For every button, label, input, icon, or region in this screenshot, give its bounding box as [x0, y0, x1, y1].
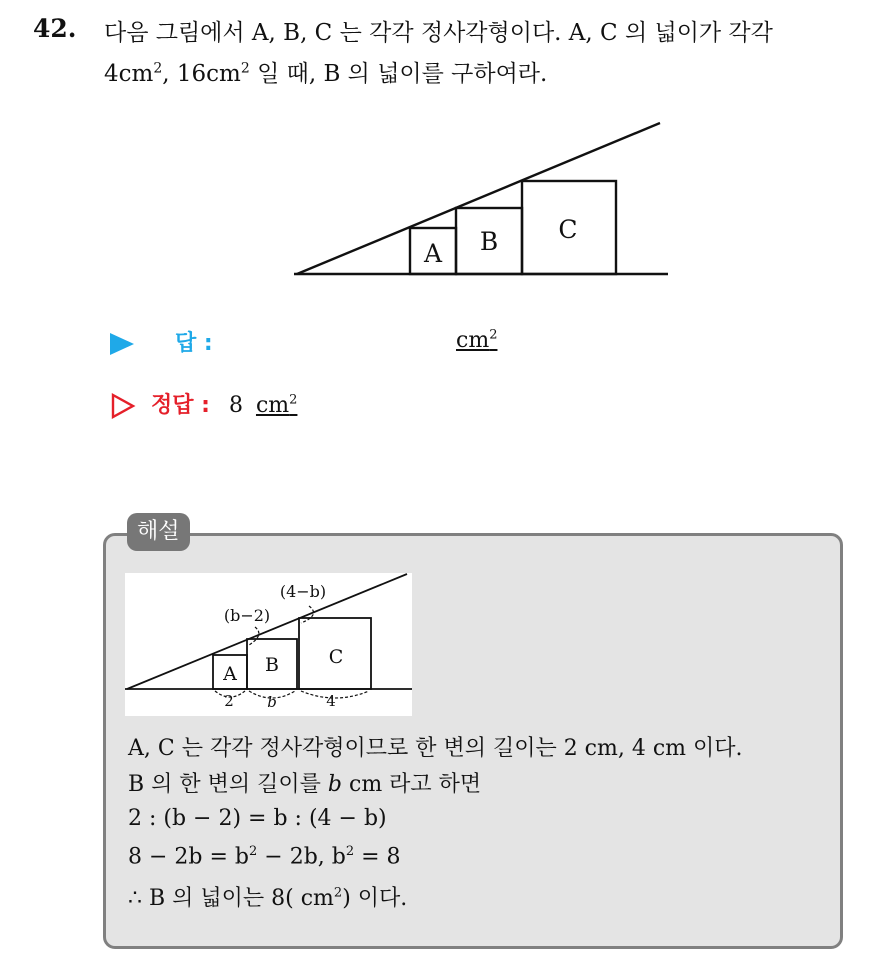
correct-answer-label: 정답 : [151, 393, 210, 418]
answer-label: 답 : [175, 331, 213, 356]
play-arrow-icon [110, 333, 134, 355]
correct-answer-value: 8 [228, 393, 243, 418]
exp-line4: $8 - 2b = b^2 - 2b$, $b^2 = 8$ [128, 844, 401, 870]
question-text-line1: 다음 그림에서 A, B, C 는 각각 정사각형이다. A, C 의 넓이가 각각 [104, 20, 773, 46]
exp-dim-b: b [267, 693, 277, 711]
outline-arrow-icon [110, 393, 136, 419]
explanation-tab: 해설 [127, 513, 190, 551]
answer-unit: $cm^2$ [456, 328, 498, 354]
correct-answer-row [110, 388, 297, 419]
answer-row [110, 326, 213, 357]
label-c: C [558, 215, 578, 244]
exp-line3: 2 : (b − 2) = b : (4 − b) [128, 806, 387, 831]
correct-answer-unit: $cm^2$ [255, 392, 298, 418]
squares-figure [290, 117, 675, 282]
question-text-line2: $4cm^2$, $16cm^2$ 일 때, B 의 넓이를 구하여라. [104, 60, 548, 87]
exp-line5: ∴ B 의 넓이는 8( $cm^2$) 이다. [128, 885, 408, 911]
question-number: 42. [33, 14, 77, 43]
exp-line1: A, C 는 각각 정사각형이므로 한 변의 길이는 2 cm, 4 cm 이다. [128, 736, 743, 761]
exp-line2: B 의 한 변의 길이를 b cm 라고 하면 [128, 772, 482, 797]
explanation-figure [125, 573, 412, 716]
exp-dim-a: 2 [224, 692, 234, 710]
slanted-line [297, 123, 660, 274]
exp-label-c: C [328, 646, 344, 668]
exp-note-top: (4−b) [279, 582, 327, 601]
exp-label-b: B [265, 654, 279, 676]
exp-note-mid: (b−2) [223, 606, 271, 625]
exp-label-a: A [223, 663, 237, 685]
label-a: A [423, 239, 443, 268]
exp-dim-c: 4 [326, 692, 336, 710]
label-b: B [479, 227, 499, 256]
